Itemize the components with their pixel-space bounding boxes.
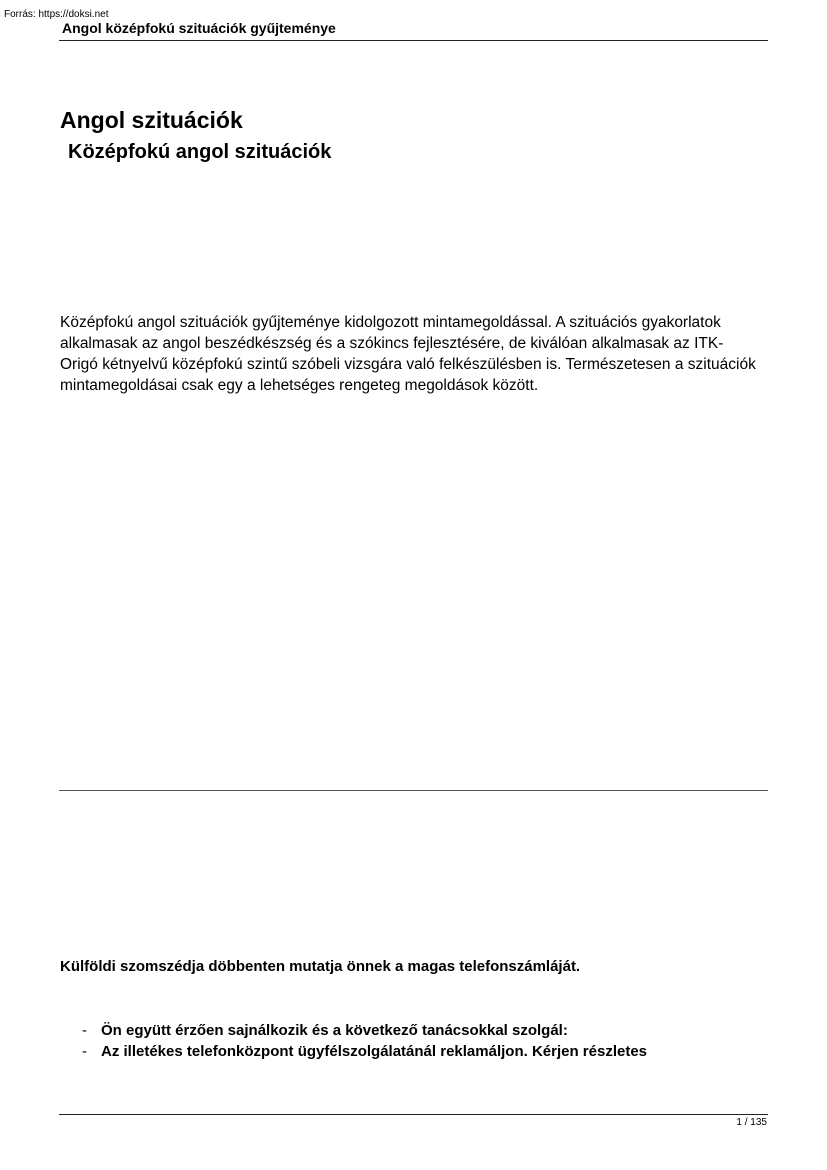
list-dash: -	[82, 1022, 87, 1039]
running-header: Angol középfokú szituációk gyűjteménye	[62, 20, 336, 36]
intro-paragraph: Középfokú angol szituációk gyűjteménye kidolgozott mintamegoldással. A szituációs gyakorlatok alkalmasak az angol beszédkészség és a szókincs fejlesztésére, de kiválóan alkalmasak az ITK-Origó kétnyelvű középfokú szintű szóbeli vizsgára való felkészülésben is. Természetesen a szituációk mintamegoldásai csak egy a lehetséges rengeteg megoldások között.	[60, 314, 756, 394]
header-rule	[59, 40, 768, 41]
source-label: Forrás: https://doksi.net	[4, 9, 109, 20]
footer-rule	[59, 1114, 768, 1115]
list-item-text: Ön együtt érzően sajnálkozik és a következő tanácsokkal szolgál:	[101, 1022, 568, 1039]
page-number: 1 / 135	[736, 1117, 767, 1128]
page-title: Angol szituációk	[60, 107, 243, 133]
list-item	[60, 1020, 760, 1041]
list-item	[60, 1041, 760, 1062]
section-divider	[59, 790, 768, 791]
situation-heading: Külföldi szomszédja döbbenten mutatja önnek a magas telefonszámláját.	[60, 958, 581, 975]
list-dash: -	[82, 1043, 87, 1060]
instruction-list	[60, 1020, 760, 1062]
page-subtitle: Középfokú angol szituációk	[68, 141, 332, 163]
list-item-text: Az illetékes telefonközpont ügyfélszolgálatánál reklamáljon. Kérjen részletes	[101, 1043, 648, 1060]
